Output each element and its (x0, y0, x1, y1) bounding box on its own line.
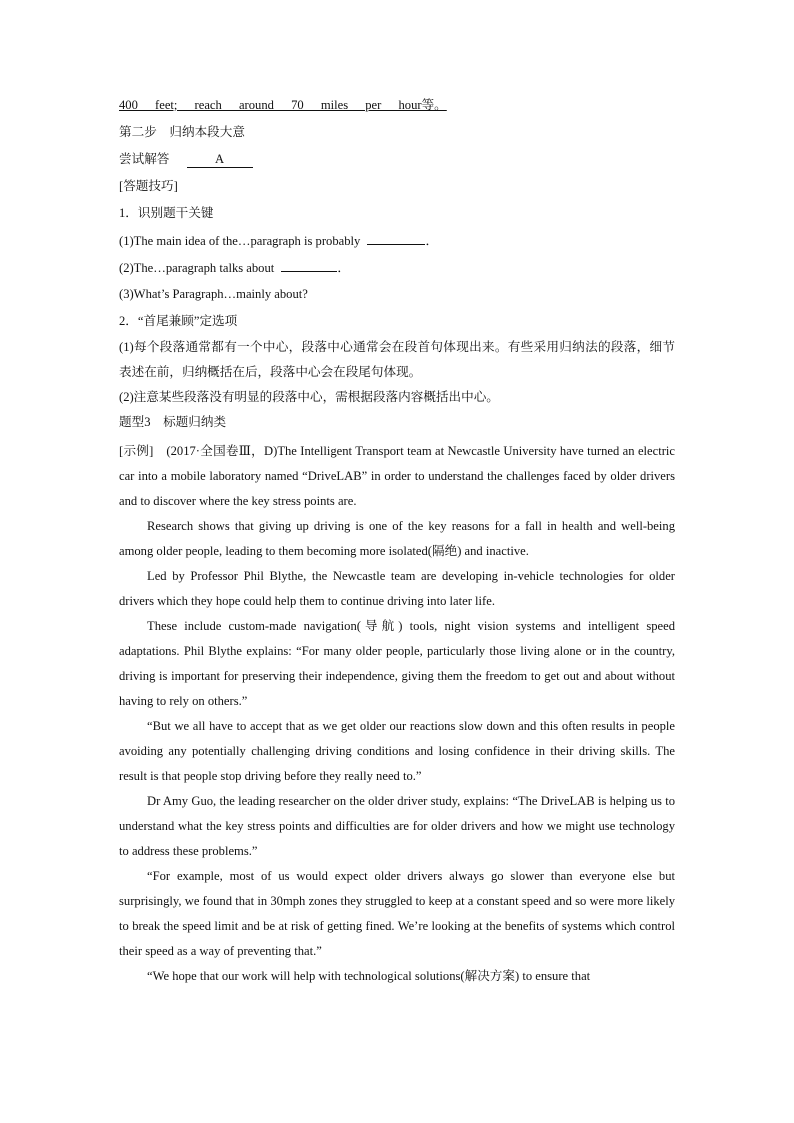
step-two-heading: 第二步 归纳本段大意 (119, 125, 245, 139)
example-paragraph-7: “For example, most of us would expect older drivers always go slower than everyone else but surprisingly, we found that in 30mph zones they struggled to keep at a constant speed and so were more likely to break the speed limit and be at risk of getting fined. We’re looking at the benefits of systems which control their speed as a way of preventing that.” (119, 869, 675, 958)
answer-letter: A (214, 152, 225, 166)
answer-fill (187, 151, 253, 168)
stem-pattern-2 (119, 257, 675, 284)
attempt-answer-label: 尝试解答 (119, 152, 170, 166)
fill-blank-2 (281, 257, 337, 272)
tip-two-heading: 2．“首尾兼顾”定选项 (119, 314, 238, 328)
document-page (119, 95, 675, 989)
tip-paragraph-2: (2)注意某些段落没有明显的段落中心，需根据段落内容概括出中心。 (119, 390, 499, 404)
example-paragraph-6: Dr Amy Guo, the leading researcher on the older driver study, explains: “The DriveLAB is helping us to understand what the key stress points and difficulties are for older drivers and how we might use technology to address these problems.” (119, 794, 675, 858)
example-paragraph-5: “But we all have to accept that as we get older our reactions slow down and this often results in people avoiding any potentially challenging driving conditions and losing confidence in their driving skills. The result is that people stop driving before they really need to.” (119, 719, 675, 783)
stem-pattern-1 (119, 230, 675, 257)
example-paragraph-4: These include custom-made navigation(导航) tools, night vision systems and intelligent speed adaptations. Phil Blythe explains: “For many older people, particularly those living alone or in the country, driving is important for preserving their independence, giving them the freedom to get out and about without having to rely on others.” (119, 619, 675, 708)
stem-pattern-1-text: (1)The main idea of the…paragraph is probably (119, 234, 361, 248)
question-type-heading: 题型3 标题归纳类 (119, 415, 227, 429)
example-paragraph-1 (119, 439, 675, 514)
period: ． (337, 261, 351, 275)
example-passage (119, 439, 675, 989)
example-paragraph-2: Research shows that giving up driving is one of the key reasons for a fall in health and well-being among older people, leading to them becoming more isolated(隔绝) and inactive. (119, 519, 675, 558)
tips-heading: [答题技巧] (119, 179, 178, 193)
stem-pattern-2-text: (2)The…paragraph talks about (119, 261, 275, 275)
stem-pattern-3: (3)What’s Paragraph…mainly about? (119, 287, 308, 301)
underlined-answer-fragment: 400 feet; reach around 70 miles per hour等。 (119, 98, 447, 112)
example-paragraph-8: “We hope that our work will help with technological solutions(解决方案) to ensure that (147, 969, 591, 983)
text-line-l1 (119, 95, 675, 122)
period: ． (425, 234, 439, 248)
attempt-answer-line (119, 149, 675, 176)
example-label: [示例] (2017·全国卷Ⅲ，D) (119, 444, 278, 458)
tip-paragraph-1: (1)每个段落通常都有一个中心，段落中心通常会在段首句体现出来。有些采用归纳法的段落，细节表述在前，归纳概括在后，段落中心会在段尾句体现。 (119, 340, 675, 379)
example-paragraph-1-text: The Intelligent Transport team at Newcastle University have turned an electric car into a mobile laboratory named “DriveLAB” in order to understand the challenges faced by older drivers and to discover where the key stress points are. (119, 444, 675, 508)
example-paragraph-3: Led by Professor Phil Blythe, the Newcastle team are developing in-vehicle technologies for older drivers which they hope could help them to continue driving into later life. (119, 569, 675, 608)
fill-blank-1 (367, 230, 425, 245)
tip-one-heading: 1．识别题干关键 (119, 206, 214, 220)
